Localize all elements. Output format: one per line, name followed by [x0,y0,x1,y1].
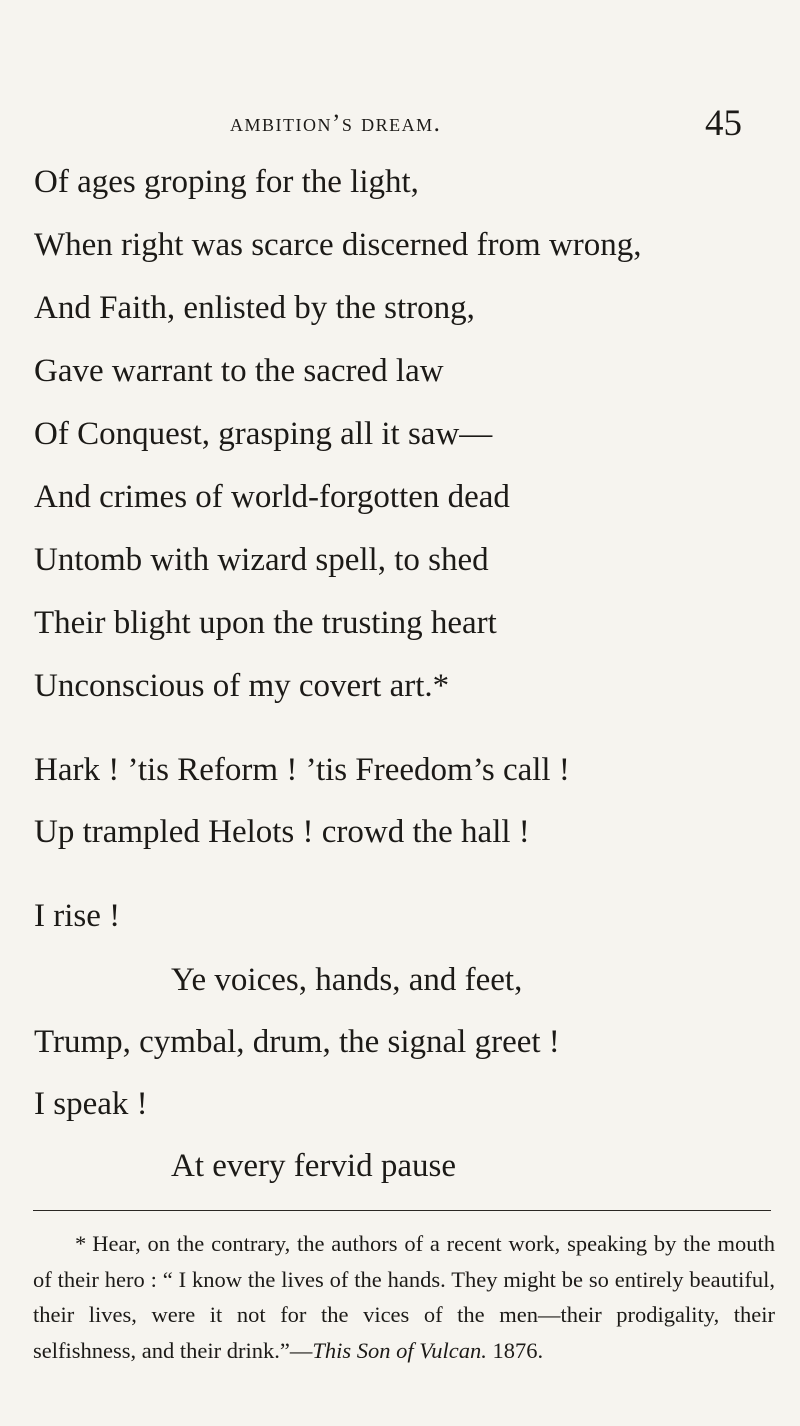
verse-line: Trump, cymbal, drum, the signal greet ! [34,1024,560,1060]
verse-line: Of Conquest, grasping all it saw— [34,416,493,452]
verse-line: Ye voices, hands, and feet, [171,962,523,998]
verse-line: Untomb with wizard spell, to shed [34,542,489,578]
verse-line: Of ages groping for the light, [34,164,419,200]
verse-line: Up trampled Helots ! crowd the hall ! [34,814,530,850]
page-number: 45 [705,103,742,144]
verse-line: And crimes of world-forgotten dead [34,479,510,515]
footnote-year: 1876. [492,1337,544,1363]
footnote-marker: * [75,1231,87,1256]
verse-line: I rise ! [34,898,121,934]
verse-line: Unconscious of my covert art.* [34,668,450,704]
verse-line: At every fervid pause [171,1148,456,1184]
footnote-text: Hear, on the contrary, the authors of a recent work, speaking by the mouth of their hero : “ I know the lives of the hands. They might be so entirely beautiful, their lives, were it not for the vices of the men—their prodigality, their selfishness, and their drink.”— [33,1231,775,1363]
verse-line: When right was scarce discerned from wrong, [34,227,642,263]
verse-line: Gave warrant to the sacred law [34,353,444,389]
verse-line: I speak ! [34,1086,148,1122]
footnote-rule [33,1210,771,1211]
verse-line: Hark ! ’tis Reform ! ’tis Freedom’s call ! [34,752,570,788]
running-title: ambition’s dream. [230,110,442,137]
footnote [33,1226,775,1368]
running-head [0,102,800,142]
footnote-source-title: This Son of Vulcan. [312,1337,487,1363]
verse-line: Their blight upon the trusting heart [34,605,497,641]
verse-line: And Faith, enlisted by the strong, [34,290,475,326]
